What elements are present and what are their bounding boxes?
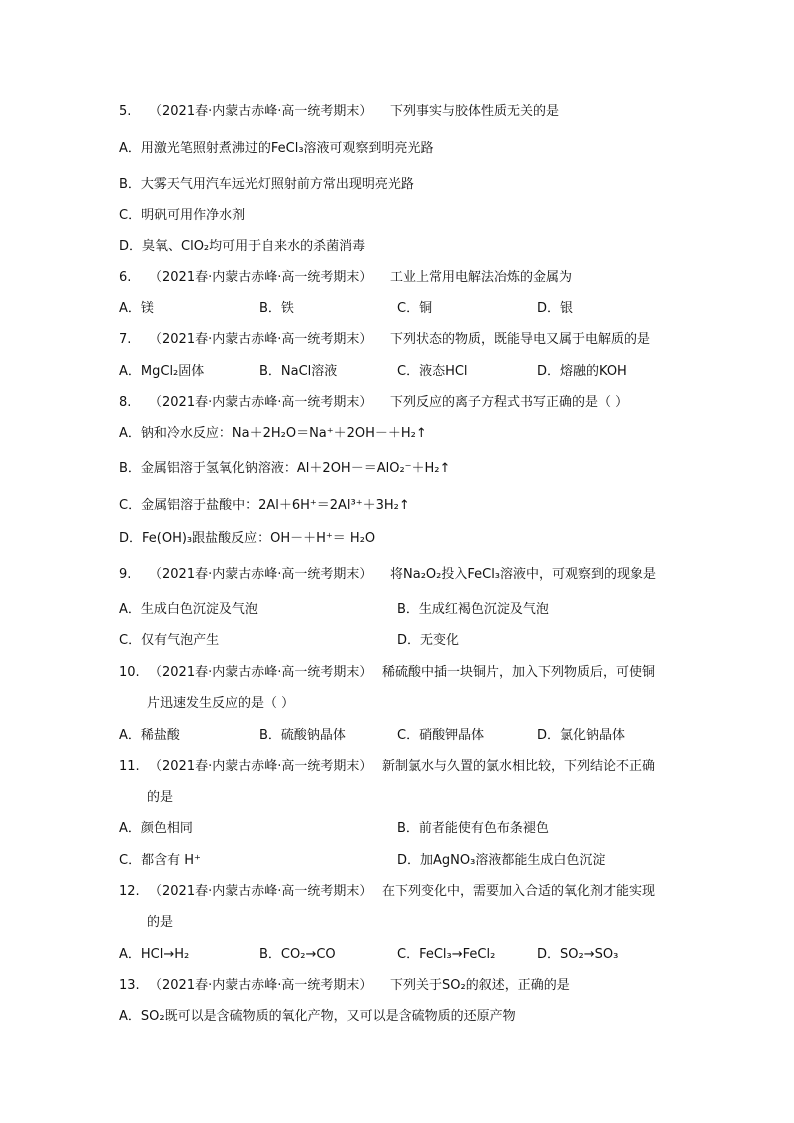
question-5-option-b xyxy=(0,176,794,194)
question-8-stem xyxy=(0,394,794,412)
option-b-text: B．CO₂→CO xyxy=(259,947,336,962)
question-10-stem xyxy=(0,664,794,682)
option-c-text: C．明矾可用作净水剂 xyxy=(119,208,246,223)
option-c-text: C．硝酸钾晶体 xyxy=(397,728,485,743)
option-d-text: D．臭氧、ClO₂均可用于自来水的杀菌消毒 xyxy=(119,239,366,254)
question-stem: 将Na₂O₂投入FeCl₃溶液中，可观察到的现象是 xyxy=(390,567,657,582)
question-stem: 下列反应的离子方程式书写正确的是（ ） xyxy=(390,395,629,410)
option-a-text: A．生成白色沉淀及气泡 xyxy=(119,602,258,617)
option-a-text: A．镁 xyxy=(119,301,154,316)
question-8-option-a xyxy=(0,425,794,443)
option-b-text: B．铁 xyxy=(259,301,294,316)
question-6-options xyxy=(0,300,794,318)
question-9-options-row1 xyxy=(0,601,794,619)
option-b-text: B．NaCl溶液 xyxy=(259,364,338,379)
question-8-option-d xyxy=(0,530,794,548)
option-d-text: D．氯化钠晶体 xyxy=(537,728,626,743)
option-c-text: C．仅有气泡产生 xyxy=(119,633,220,648)
option-d-text: D．无变化 xyxy=(397,633,460,648)
option-a-text: A．稀盐酸 xyxy=(119,728,180,743)
option-a-text: A．SO₂既可以是含硫物质的氧化产物，又可以是含硫物质的还原产物 xyxy=(119,1009,516,1024)
question-5-option-a xyxy=(0,140,794,158)
question-stem: 工业上常用电解法冶炼的金属为 xyxy=(390,270,573,285)
question-number: 5. xyxy=(119,104,132,119)
question-number: 7. xyxy=(119,332,132,347)
question-7-options xyxy=(0,363,794,381)
question-13-option-a xyxy=(0,1008,794,1026)
question-11-options-row1 xyxy=(0,820,794,838)
option-a-text: A．钠和冷水反应：Na＋2H₂O＝Na⁺＋2OH－＋H₂↑ xyxy=(119,426,427,441)
option-b-text: B．大雾天气用汽车远光灯照射前方常出现明亮光路 xyxy=(119,177,414,192)
option-c-text: C．液态HCl xyxy=(397,364,468,379)
option-c-text: C．FeCl₃→FeCl₂ xyxy=(397,947,496,962)
option-b-text: B．前者能使有色布条褪色 xyxy=(397,821,549,836)
question-source: （2021春·内蒙古赤峰·高一统考期末） xyxy=(149,104,373,119)
question-number: 6. xyxy=(119,270,132,285)
question-stem: 稀硫酸中插一块铜片，加入下列物质后，可使铜 xyxy=(382,665,656,680)
question-9-stem xyxy=(0,566,794,584)
question-9-options-row2 xyxy=(0,632,794,650)
question-5-stem xyxy=(0,103,794,121)
question-source: （2021春·内蒙古赤峰·高一统考期末） xyxy=(149,567,373,582)
option-a-text: A．用激光笔照射煮沸过的FeCl₃溶液可观察到明亮光路 xyxy=(119,141,434,156)
option-c-text: C．金属铝溶于盐酸中：2Al＋6H⁺＝2Al³⁺＋3H₂↑ xyxy=(119,498,410,513)
question-stem: 在下列变化中，需要加入合适的氧化剂才能实现 xyxy=(382,884,656,899)
question-12-stem xyxy=(0,883,794,901)
question-number: 11. xyxy=(119,759,140,774)
question-stem-continued: 的是 xyxy=(147,915,174,930)
question-stem-continued: 片迅速发生反应的是（ ） xyxy=(147,696,295,711)
question-stem: 下列事实与胶体性质无关的是 xyxy=(390,104,560,119)
question-source: （2021春·内蒙古赤峰·高一统考期末） xyxy=(149,978,373,993)
question-source: （2021春·内蒙古赤峰·高一统考期末） xyxy=(149,884,373,899)
question-number: 12. xyxy=(119,884,140,899)
option-c-text: C．都含有 H⁺ xyxy=(119,853,201,868)
question-number: 13. xyxy=(119,978,140,993)
question-11-options-row2 xyxy=(0,852,794,870)
question-5-option-c xyxy=(0,207,794,225)
question-11-stem-cont xyxy=(0,789,794,807)
option-d-text: D．Fe(OH)₃跟盐酸反应：OH－＋H⁺＝ H₂O xyxy=(119,531,376,546)
option-a-text: A．MgCl₂固体 xyxy=(119,364,205,379)
question-source: （2021春·内蒙古赤峰·高一统考期末） xyxy=(149,270,373,285)
question-12-options xyxy=(0,946,794,964)
question-10-stem-cont xyxy=(0,695,794,713)
question-stem: 下列关于SO₂的叙述，正确的是 xyxy=(390,978,570,993)
question-stem: 新制氯水与久置的氯水相比较，下列结论不正确 xyxy=(382,759,656,774)
option-d-text: D．熔融的KOH xyxy=(537,364,627,379)
option-b-text: B．金属铝溶于氢氧化钠溶液：Al＋2OH－＝AlO₂⁻＋H₂↑ xyxy=(119,461,451,476)
option-d-text: D．银 xyxy=(537,301,574,316)
question-12-stem-cont xyxy=(0,914,794,932)
question-number: 8. xyxy=(119,395,132,410)
option-d-text: D．加AgNO₃溶液都能生成白色沉淀 xyxy=(397,853,606,868)
question-source: （2021春·内蒙古赤峰·高一统考期末） xyxy=(149,332,373,347)
option-a-text: A．颜色相同 xyxy=(119,821,193,836)
option-b-text: B．生成红褐色沉淀及气泡 xyxy=(397,602,549,617)
question-11-stem xyxy=(0,758,794,776)
question-source: （2021春·内蒙古赤峰·高一统考期末） xyxy=(149,665,373,680)
question-8-option-c xyxy=(0,497,794,515)
option-b-text: B．硫酸钠晶体 xyxy=(259,728,346,743)
question-10-options xyxy=(0,727,794,745)
option-d-text: D．SO₂→SO₃ xyxy=(537,947,619,962)
option-c-text: C．铜 xyxy=(397,301,433,316)
question-7-stem xyxy=(0,331,794,349)
question-stem: 下列状态的物质，既能导电又属于电解质的是 xyxy=(390,332,651,347)
question-source: （2021春·内蒙古赤峰·高一统考期末） xyxy=(149,759,373,774)
question-5-option-d xyxy=(0,238,794,256)
question-number: 9. xyxy=(119,567,132,582)
question-13-stem xyxy=(0,977,794,995)
question-source: （2021春·内蒙古赤峰·高一统考期末） xyxy=(149,395,373,410)
option-a-text: A．HCl→H₂ xyxy=(119,947,190,962)
question-number: 10. xyxy=(119,665,140,680)
question-6-stem xyxy=(0,269,794,287)
question-stem-continued: 的是 xyxy=(147,790,174,805)
question-8-option-b xyxy=(0,460,794,478)
